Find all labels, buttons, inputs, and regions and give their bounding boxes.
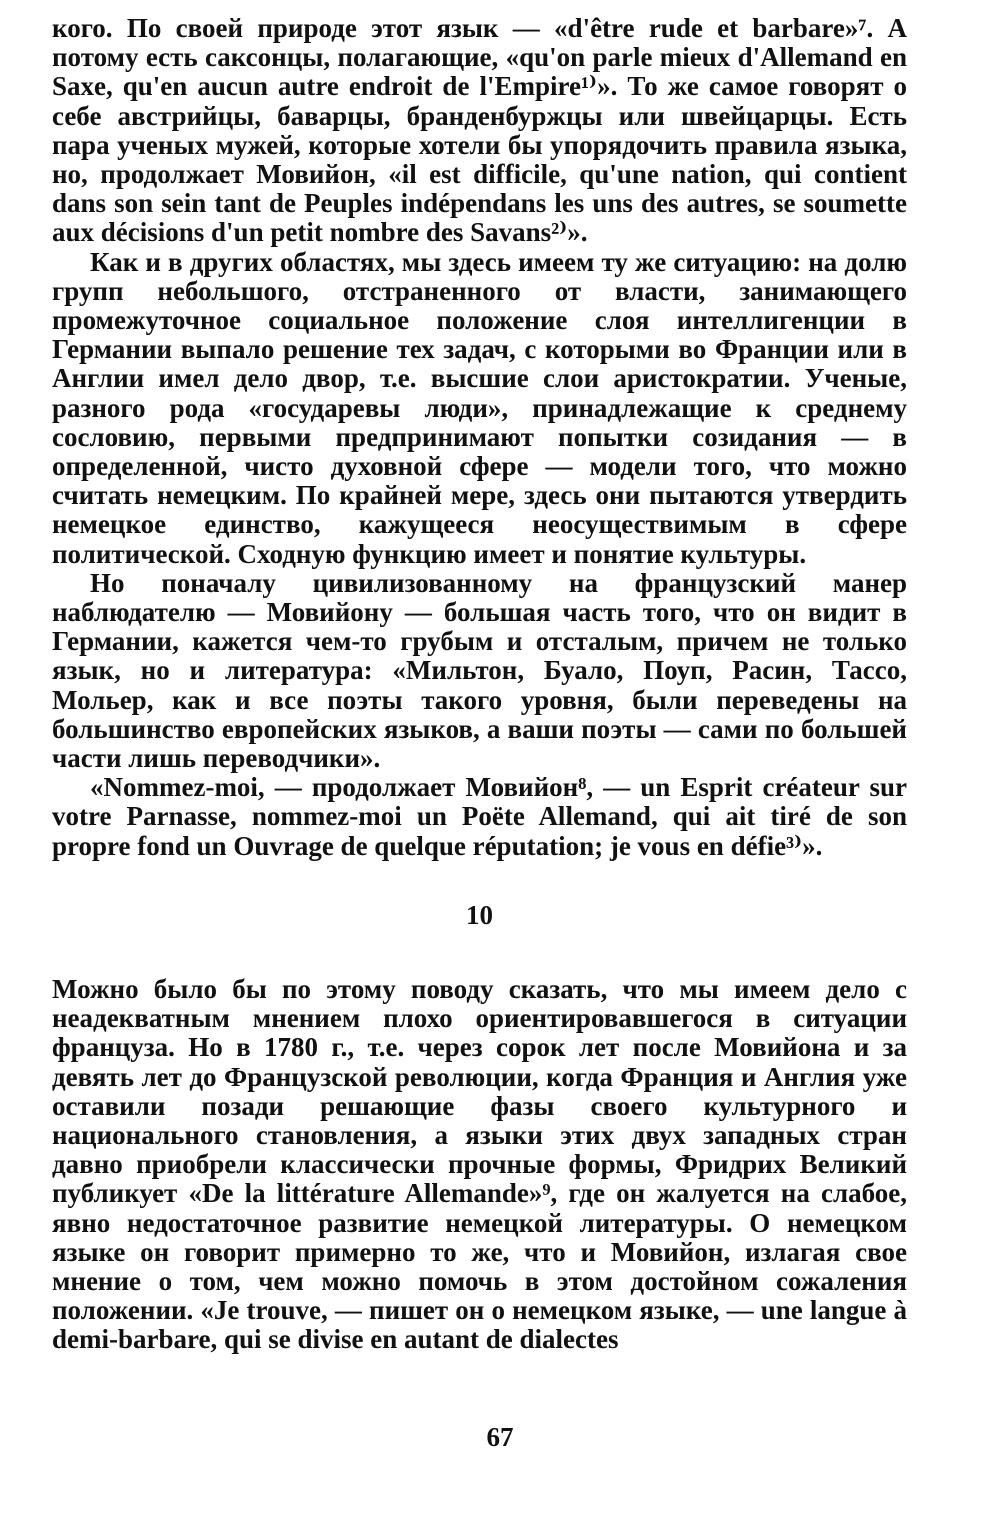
paragraph-5: Можно было бы по этому поводу сказать, что мы имеем дело с неадекватным мнением плохо ориентировавшегося в ситуации француза. Но в 1780 г., т.е. через сорок лет после Мовийона и за девять лет до Французской революции, когда Франция и Англия уже оставили позади решающие фазы своего культурного и национального становления, а языки этих двух западных стран давно приобрели классически прочные формы, Фридрих Великий публикует «De la littérature Allemande»⁹, где он жалуется на слабое, явно недостаточное развитие немецкой литературы. О немецком языке он говорит примерно то же, что и Мовийон, излагая свое мнение о том, чем можно помочь в этом достойном сожаления положении. «Je trouve, — пишет он о немецком языке, — une langue à demi-barbare, qui se divise en autant de dialectes bbox=[52, 973, 907, 1355]
paragraph-1: кого. По своей природе этот язык — «d'être rude et barbare»⁷. А потому есть саксонцы, полагающие, «qu'on parle mieux d'Allemand en Saxe, qu'en aucun autre endroit de l'Empire¹⁾». То же самое говорят о себе австрийцы, баварцы, бранденбуржцы или швейцарцы. Есть пара ученых мужей, которые хотели бы упорядочить правила языка, но, продолжает Мовийон, «il est difficile, qu'une nation, qui contient dans son sein tant de Peuples indépendans les uns des autres, se soumette aux décisions d'un petit nombre des Savans²⁾». bbox=[52, 13, 907, 248]
section-number: 10 bbox=[466, 899, 493, 930]
paragraph-4: «Nommez-moi, — продолжает Мовийон⁸, — un Esprit créateur sur votre Parnasse, nommez-moi un Poëte Allemand, qui ait tiré de son propre fond un Ouvrage de quelque réputation; je vous en défie³⁾». bbox=[52, 772, 907, 861]
page-number: 67 bbox=[486, 1422, 514, 1452]
paragraph-2: Как и в других областях, мы здесь имеем ту же ситуацию: на долю групп небольшого, отстраненного от власти, занимающего промежуточное социальное положение слоя интеллигенции в Германии выпало решение тех задач, с которыми во Франции или в Англии имел дело двор, т.е. высшие слои аристократии. Ученые, разного рода «государевы люди», принадлежащие к среднему сословию, первыми предпринимают попытки созидания — в определенной, чисто духовной сфере — модели того, что можно считать немецким. По крайней мере, здесь они пытаются утвердить немецкое единство, кажущееся неосуществимым в сфере политической. Сходную функцию имеет и понятие культуры. bbox=[52, 246, 907, 569]
page-body bbox=[52, 14, 907, 1355]
paragraph-3: Но поначалу цивилизованному на французский манер наблюдателю — Мовийону — большая часть того, что он видит в Германии, кажется чем-то грубым и отсталым, причем не только язык, но и литература: «Мильтон, Буало, Поуп, Расин, Тассо, Мольер, как и все поэты такого уровня, были переведены на большинство европейских языков, а ваши поэты — сами по большей части лишь переводчики». bbox=[52, 567, 907, 774]
